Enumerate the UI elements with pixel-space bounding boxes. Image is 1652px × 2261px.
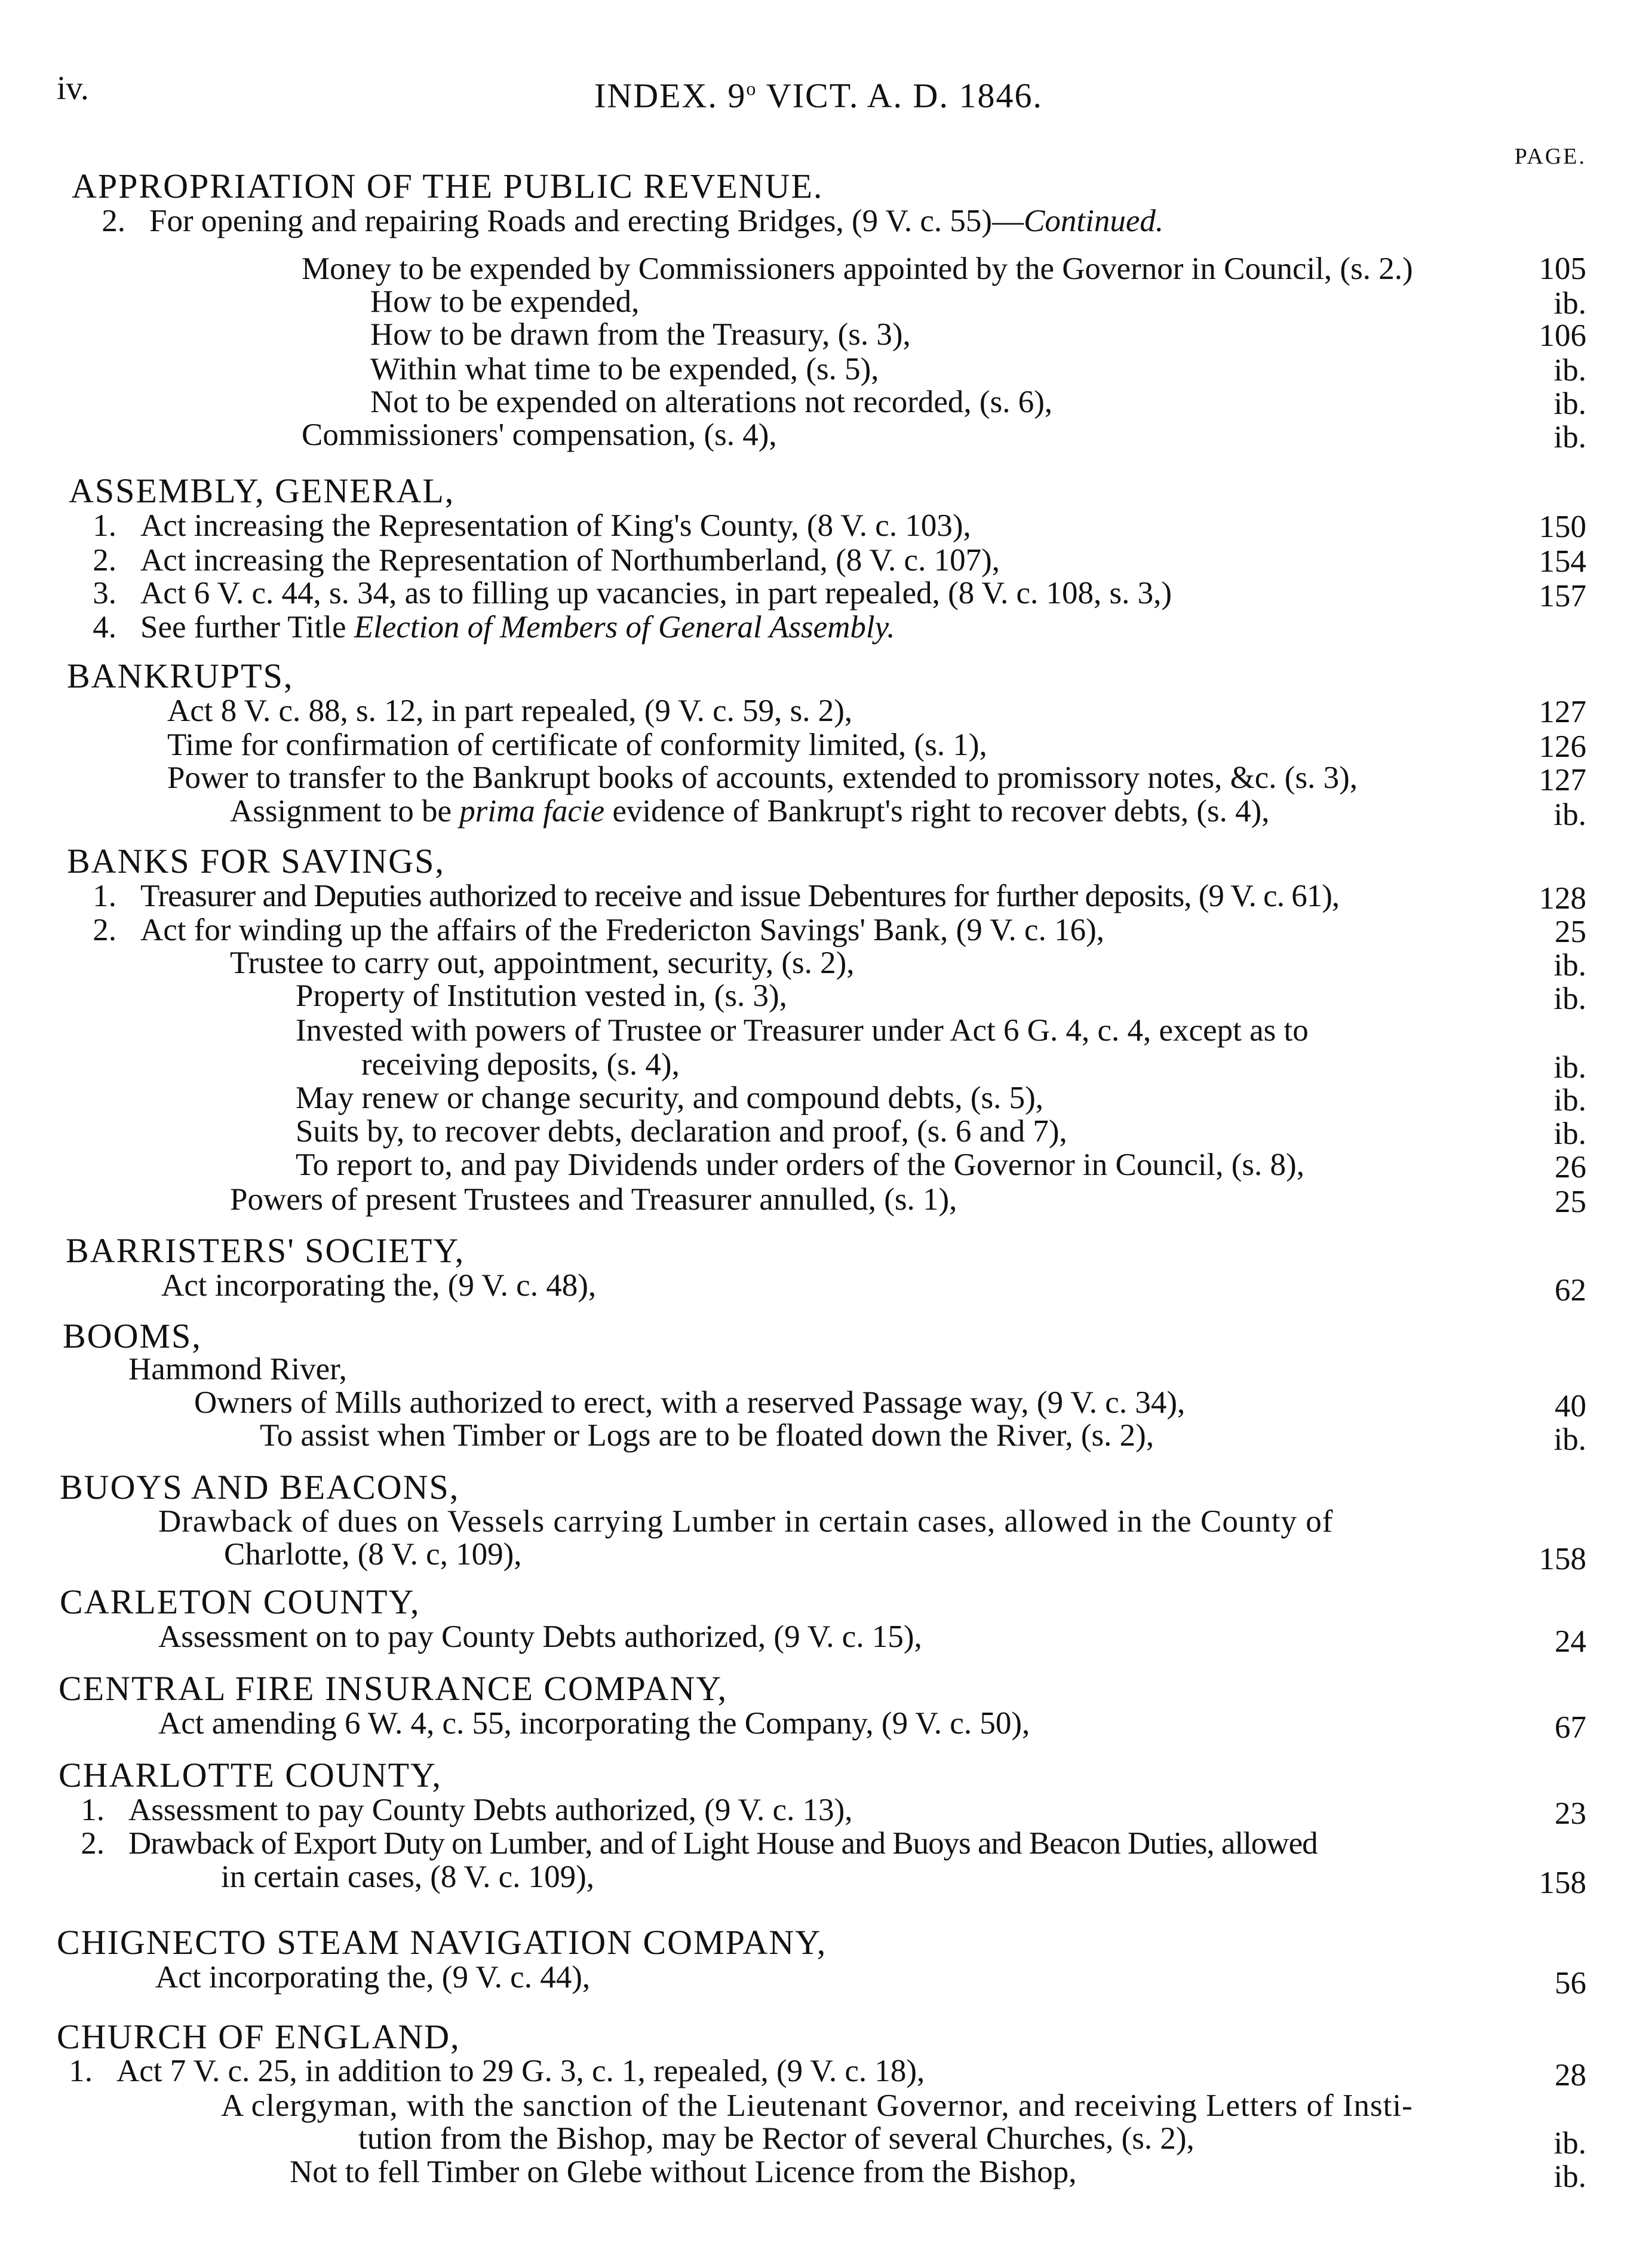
entry-page: 26 <box>1555 1150 1586 1185</box>
entry-number: 4. <box>93 610 116 645</box>
entry-page: ib. <box>1553 948 1586 983</box>
running-title-suffix: VICT. A. D. 1846. <box>757 76 1043 115</box>
running-title-sup: o <box>746 78 757 99</box>
entry-line: Act 8 V. c. 88, s. 12, in part repealed, (9 V. c. 59, s. 2), <box>167 694 853 728</box>
entry-number: 2. <box>102 204 125 238</box>
entry-number: 1. <box>81 1793 105 1827</box>
entry-line <box>57 1826 1318 1861</box>
entry-page: ib. <box>1553 1083 1586 1118</box>
entry-line: Act amending 6 W. 4, c. 55, incorporating the Company, (9 V. c. 50), <box>158 1706 1030 1741</box>
entry-line <box>90 203 1163 239</box>
entry-page: 105 <box>1539 251 1586 286</box>
entry-page: ib. <box>1553 386 1586 421</box>
entry-text: Assessment to pay County Debts authorized, (9 V. c. 13), <box>128 1793 853 1827</box>
entry-line <box>45 2053 925 2089</box>
entry-line <box>69 878 1339 914</box>
section-heading: CHARLOTTE COUNTY, <box>59 1756 442 1794</box>
entry-page: ib. <box>1553 1050 1586 1085</box>
entry-page: 128 <box>1539 881 1586 916</box>
entry-line: Property of Institution vested in, (s. 3), <box>296 978 787 1013</box>
section-heading: BARRISTERS' SOCIETY, <box>66 1231 465 1270</box>
entry-page: ib. <box>1553 981 1586 1016</box>
entry-line <box>69 609 895 645</box>
entry-line: To assist when Timber or Logs are to be floated down the River, (s. 2), <box>260 1418 1154 1453</box>
entry-line <box>69 508 971 544</box>
entry-number: 3. <box>93 576 116 610</box>
entry-number: 1. <box>93 508 116 543</box>
entry-page: ib. <box>1553 420 1586 455</box>
entry-text: Treasurer and Deputies authorized to receive and issue Debentures for further deposits, (9 V. c. 61), <box>140 879 1340 913</box>
entry-line: Not to fell Timber on Glebe without Licence from the Bishop, <box>290 2155 1077 2189</box>
entry-line: tution from the Bishop, may be Rector of several Churches, (s. 2), <box>358 2121 1195 2156</box>
entry-page: 40 <box>1555 1389 1586 1424</box>
section-heading: APPROPRIATION OF THE PUBLIC REVENUE. <box>72 167 824 205</box>
entry-line: Trustee to carry out, appointment, security, (s. 2), <box>230 946 855 980</box>
entry-text: Act increasing the Representation of Northumberland, (8 V. c. 107), <box>140 543 1000 578</box>
entry-line: Charlotte, (8 V. c, 109), <box>224 1537 522 1572</box>
entry-line: Owners of Mills authorized to erect, with a reserved Passage way, (9 V. c. 34), <box>194 1385 1186 1420</box>
entry-text: Act 6 V. c. 44, s. 34, as to filling up vacancies, in part repealed, (8 V. c. 108, s. 3,) <box>140 576 1172 610</box>
entry-line: Invested with powers of Trustee or Treasurer under Act 6 G. 4, c. 4, except as to <box>296 1013 1309 1048</box>
entry-line: Drawback of dues on Vessels carrying Lumber in certain cases, allowed in the County of <box>158 1504 1334 1539</box>
section-heading: BUOYS AND BEACONS, <box>60 1468 460 1507</box>
entry-line: May renew or change security, and compound debts, (s. 5), <box>296 1081 1043 1115</box>
entry-line: How to be expended, <box>370 284 640 319</box>
entry-line: Within what time to be expended, (s. 5), <box>370 352 879 386</box>
page-column-label: PAGE. <box>1514 144 1586 169</box>
entry-line: Powers of present Trustees and Treasurer annulled, (s. 1), <box>230 1182 957 1217</box>
entry-number: 1. <box>93 879 116 913</box>
entry-page: 154 <box>1539 544 1586 579</box>
entry-line: Act incorporating the, (9 V. c. 48), <box>161 1268 597 1303</box>
entry-page: 56 <box>1555 1966 1586 2001</box>
entry-page: ib. <box>1553 353 1586 388</box>
entry-line <box>230 793 1270 829</box>
entry-line: Time for confirmation of certificate of conformity limited, (s. 1), <box>167 728 987 762</box>
entry-text: Drawback of Export Duty on Lumber, and of Light House and Buoys and Beacon Duties, allowed <box>128 1826 1318 1861</box>
entry-line: Money to be expended by Commissioners appointed by the Governor in Council, (s. 2.) <box>302 251 1413 286</box>
entry-number: 2. <box>93 543 116 578</box>
entry-number: 1. <box>69 2054 93 2088</box>
entry-page: 158 <box>1539 1866 1586 1900</box>
entry-page: ib. <box>1553 286 1586 321</box>
entry-page: ib. <box>1553 1422 1586 1457</box>
entry-line: Suits by, to recover debts, declaration and proof, (s. 6 and 7), <box>296 1114 1067 1149</box>
entry-line <box>57 1792 852 1828</box>
section-heading: CHURCH OF ENGLAND, <box>57 2017 460 2056</box>
entry-italic: prima facie <box>459 794 605 829</box>
entry-page: ib. <box>1553 1116 1586 1151</box>
entry-page: 150 <box>1539 510 1586 544</box>
entry-line: Assessment on to pay County Debts authorized, (9 V. c. 15), <box>158 1619 922 1654</box>
entry-page: 28 <box>1555 2058 1586 2093</box>
entry-text: Act 7 V. c. 25, in addition to 29 G. 3, c. 1, repealed, (9 V. c. 18), <box>116 2054 925 2088</box>
entry-line: How to be drawn from the Treasury, (s. 3), <box>370 317 911 352</box>
entry-line <box>69 542 1000 578</box>
entry-number: 2. <box>93 913 116 947</box>
entry-page: ib. <box>1553 2126 1586 2161</box>
entry-line: A clergyman, with the sanction of the Lieutenant Governor, and receiving Letters of Insti- <box>221 2088 1413 2123</box>
entry-text: Assignment to be <box>230 794 460 829</box>
section-heading: CHIGNECTO STEAM NAVIGATION COMPANY, <box>57 1923 827 1962</box>
entry-page: 67 <box>1555 1710 1586 1745</box>
section-heading: CENTRAL FIRE INSURANCE COMPANY, <box>59 1669 728 1708</box>
entry-page: 157 <box>1539 579 1586 613</box>
section-heading: CARLETON COUNTY, <box>60 1582 420 1621</box>
running-title-prefix: INDEX. 9 <box>594 76 747 115</box>
section-heading: BANKRUPTS, <box>67 656 294 695</box>
page-number: iv. <box>57 70 89 107</box>
entry-page: 127 <box>1539 695 1586 729</box>
entry-line <box>69 912 1104 948</box>
entry-italic: Election of Members of General Assembly. <box>354 610 895 645</box>
entry-line: Hammond River, <box>128 1352 347 1386</box>
entry-text: For opening and repairing Roads and erecting Bridges, (9 V. c. 55)— <box>149 204 1024 238</box>
entry-text: Act for winding up the affairs of the Fredericton Savings' Bank, (9 V. c. 16), <box>140 913 1104 947</box>
entry-italic: Continued. <box>1024 204 1164 238</box>
entry-page: 62 <box>1555 1273 1586 1308</box>
entry-page: 25 <box>1555 1185 1586 1219</box>
entry-page: 126 <box>1539 729 1586 764</box>
entry-line: Commissioners' compensation, (s. 4), <box>302 418 777 452</box>
entry-line: Power to transfer to the Bankrupt books of accounts, extended to promissory notes, &c. (s. 3), <box>167 760 1358 795</box>
section-heading: BOOMS, <box>63 1317 202 1355</box>
entry-text: See further Title <box>140 610 354 645</box>
entry-page: ib. <box>1553 2159 1586 2194</box>
entry-text: evidence of Bankrupt's right to recover debts, (s. 4), <box>604 794 1270 829</box>
entry-line: in certain cases, (8 V. c. 109), <box>221 1860 595 1894</box>
entry-page: 158 <box>1539 1542 1586 1576</box>
entry-page: 127 <box>1539 763 1586 797</box>
entry-page: 106 <box>1539 318 1586 353</box>
entry-line: Act incorporating the, (9 V. c. 44), <box>155 1960 591 1995</box>
entry-line: receiving deposits, (s. 4), <box>361 1047 680 1082</box>
entry-line <box>69 575 1172 611</box>
running-title <box>594 70 1043 113</box>
entry-text: Act increasing the Representation of King's County, (8 V. c. 103), <box>140 508 971 543</box>
entry-page: 24 <box>1555 1624 1586 1659</box>
entry-line: To report to, and pay Dividends under orders of the Governor in Council, (s. 8), <box>296 1148 1304 1182</box>
section-heading: BANKS FOR SAVINGS, <box>67 842 445 881</box>
entry-line: Not to be expended on alterations not recorded, (s. 6), <box>370 385 1053 419</box>
section-heading: ASSEMBLY, GENERAL, <box>69 471 455 510</box>
entry-number: 2. <box>81 1826 105 1861</box>
entry-page: ib. <box>1553 797 1586 832</box>
entry-page: 25 <box>1555 915 1586 949</box>
entry-page: 23 <box>1555 1796 1586 1831</box>
